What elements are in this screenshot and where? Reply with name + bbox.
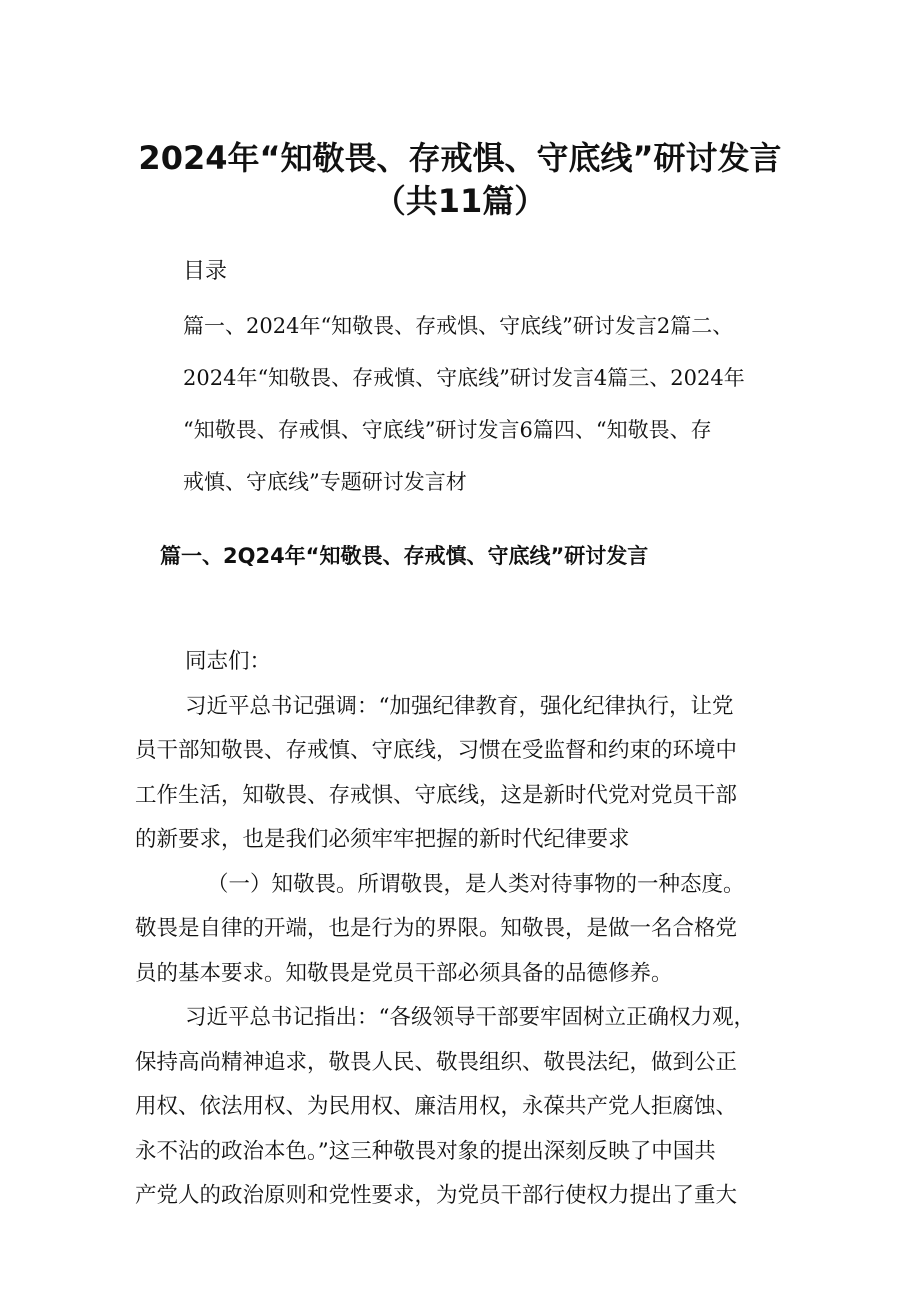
table-of-contents (183, 300, 793, 508)
body-line: 的新要求，也是我们必须牢牢把握的新时代纪律要求 (135, 827, 630, 852)
body-line: 保持高尚精神追求，敬畏人民、敬畏组织、敬畏法纪，做到公正 (135, 1049, 738, 1075)
toc-line[interactable]: 2024年“知敬畏、存戒慎、守底线”研讨发言4篇三、2024年 (183, 366, 745, 390)
body-line: 员的基本要求。知敬畏是党员干部必须具备的品德修养。 (135, 960, 673, 986)
toc-line[interactable]: 篇一、2024年“知敬畏、存戒惧、守底线”研讨发言2篇二、 (183, 314, 734, 338)
section-body (135, 640, 795, 1219)
body-line: 同志们： (185, 649, 272, 674)
toc-heading: 目录 (183, 259, 228, 284)
body-line: 用权、依法用权、为民用权、廉洁用权，永葆共产党人拒腐蚀、 (135, 1094, 738, 1119)
body-line: 产党人的政治原则和党性要求，为党员干部行使权力提出了重大 (135, 1183, 738, 1208)
body-line: 永不沾的政治本色。”这三种敬畏对象的提出深刻反映了中国共 (135, 1138, 716, 1164)
body-line: （一）知敬畏。所谓敬畏，是人类对待事物的一种态度。 (207, 871, 745, 897)
body-line: 敬畏是自律的开端，也是行为的界限。知敬畏，是做一名合格党 (135, 916, 738, 941)
document-title: 2024年“知敬畏、存戒惧、守底线”研讨发言 (138, 139, 782, 177)
body-line: 习近平总书记强调：“加强纪律教育，强化纪律执行，让党 (185, 693, 734, 719)
body-line: 工作生活，知敬畏、存戒惧、守底线，这是新时代党对党员干部 (135, 782, 738, 808)
document-title-line2 (60, 161, 860, 220)
toc-line[interactable]: 戒慎、守底线”专题研讨发言材 (183, 470, 467, 494)
document-title-count: （共11篇） (373, 182, 547, 220)
toc-line[interactable]: “知敬畏、存戒惧、守底线”研讨发言6篇四、“知敬畏、存 (183, 418, 712, 442)
body-line: 习近平总书记指出：“各级领导干部要牢固树立正确权力观， (185, 1005, 755, 1030)
section-heading: 篇一、2Q24年“知敬畏、存戒慎、守底线”研讨发言 (160, 544, 649, 568)
body-line: 员干部知敬畏、存戒慎、守底线，习惯在受监督和约束的环境中 (135, 738, 738, 763)
